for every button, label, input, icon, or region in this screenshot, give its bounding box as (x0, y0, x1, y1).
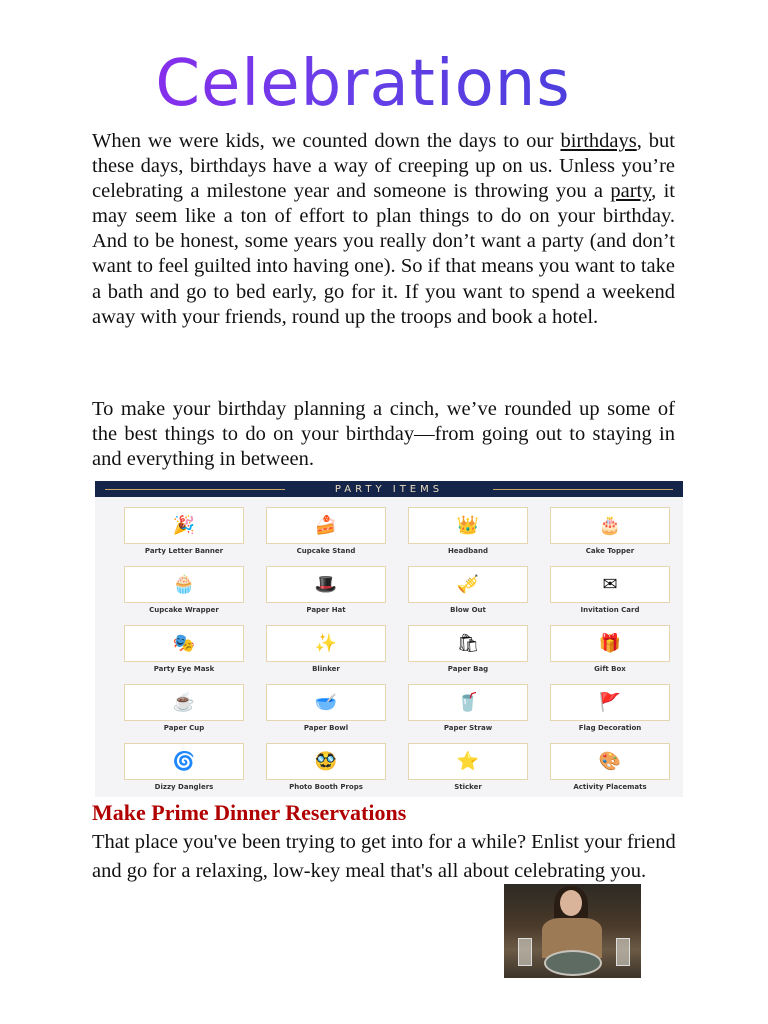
party-item-label: Paper Straw (443, 724, 493, 732)
cupcake-wrapper-icon: 🧁 (124, 566, 244, 603)
party-item-label: Cupcake Wrapper (149, 606, 219, 614)
intro-text-3: , it may seem like a ton of effort to plan things to do on your birthday. And to be honest, some years you really don’t want a party (and don’t want to feel guilted into having one). So if that means you want to take a bath and go to bed early, go for it. If you want to spend a weekend away with your friends, round up the troops and book a hotel. (92, 180, 675, 328)
party-item-label: Paper Bowl (303, 724, 349, 732)
party-item-label: Cake Topper (585, 547, 635, 555)
photo-booth-props-icon: 🥸 (266, 743, 386, 780)
dinner-photo (504, 884, 641, 978)
party-item (397, 684, 539, 733)
birthdays-link[interactable]: birthdays (560, 130, 637, 152)
party-item-label: Gift Box (594, 665, 626, 673)
paper-bag-icon: 🛍 (408, 625, 528, 662)
party-item (113, 566, 255, 615)
party-item-label: Cupcake Stand (296, 547, 356, 555)
section-heading: Make Prime Dinner Reservations (92, 800, 407, 825)
intro-paragraph (92, 129, 675, 330)
party-item (539, 743, 681, 792)
letter-banner-icon: 🎉 (124, 507, 244, 544)
party-item (397, 625, 539, 674)
sticker-icon: ⭐ (408, 743, 528, 780)
party-item-label: Paper Hat (306, 606, 346, 614)
cake-topper-icon: 🎂 (550, 507, 670, 544)
section-body: That place you've been trying to get into for a while? Enlist your friend and go for a relaxing, low-key meal that's all about celebrating you. (92, 831, 676, 882)
paper-cup-icon: ☕ (124, 684, 244, 721)
party-item-label: Activity Placemats (573, 783, 647, 791)
intro-text-2: , but these days, birthdays have a way of creeping up on us. Unless you’re celebrating a milestone year and someone is throwing you a (92, 130, 675, 203)
party-item (539, 625, 681, 674)
blow-out-icon: 🎺 (408, 566, 528, 603)
activity-placemats-icon: 🎨 (550, 743, 670, 780)
gift-box-icon: 🎁 (550, 625, 670, 662)
headband-icon: 👑 (408, 507, 528, 544)
party-item (255, 743, 397, 792)
party-item (255, 684, 397, 733)
party-item-label: Flag Decoration (578, 724, 642, 732)
party-items-image (95, 481, 683, 797)
party-item (255, 566, 397, 615)
party-item (397, 743, 539, 792)
party-item (397, 566, 539, 615)
dizzy-danglers-icon: 🌀 (124, 743, 244, 780)
party-item-label: Party Letter Banner (144, 547, 224, 555)
party-item (255, 625, 397, 674)
eye-mask-icon: 🎭 (124, 625, 244, 662)
invitation-card-icon: ✉ (550, 566, 670, 603)
party-link[interactable]: party (610, 180, 652, 203)
party-item (113, 507, 255, 556)
party-item-label: Blow Out (450, 606, 486, 614)
party-item-label: Sticker (454, 783, 482, 791)
paper-bowl-icon: 🥣 (266, 684, 386, 721)
intro-text-1: When we were kids, we counted down the days to our (92, 130, 561, 152)
paper-straw-icon: 🥤 (408, 684, 528, 721)
party-item-label: Blinker (312, 665, 340, 673)
party-item (255, 507, 397, 556)
party-items-grid (113, 507, 681, 792)
planning-paragraph: To make your birthday planning a cinch, we’ve rounded up some of the best things to do on your birthday—from going out to staying in and everything in between. (92, 398, 675, 471)
party-item-label: Paper Cup (163, 724, 205, 732)
party-item (397, 507, 539, 556)
party-item-label: Photo Booth Props (289, 783, 363, 791)
party-items-header (95, 481, 683, 497)
party-items-heading: PARTY ITEMS (334, 483, 444, 495)
party-item-label: Paper Bag (447, 665, 489, 673)
party-item-label: Headband (447, 547, 489, 555)
party-item (113, 743, 255, 792)
party-item-label: Party Eye Mask (153, 665, 215, 673)
party-item (539, 566, 681, 615)
party-item (539, 684, 681, 733)
page-title: Celebrations (0, 48, 726, 120)
paper-hat-icon: 🎩 (266, 566, 386, 603)
party-item (539, 507, 681, 556)
party-item-label: Dizzy Danglers (154, 783, 214, 791)
cake-stand-icon: 🍰 (266, 507, 386, 544)
party-item (113, 684, 255, 733)
party-item (113, 625, 255, 674)
party-item-label: Invitation Card (580, 606, 640, 614)
blinker-icon: ✨ (266, 625, 386, 662)
flag-decoration-icon: 🚩 (550, 684, 670, 721)
